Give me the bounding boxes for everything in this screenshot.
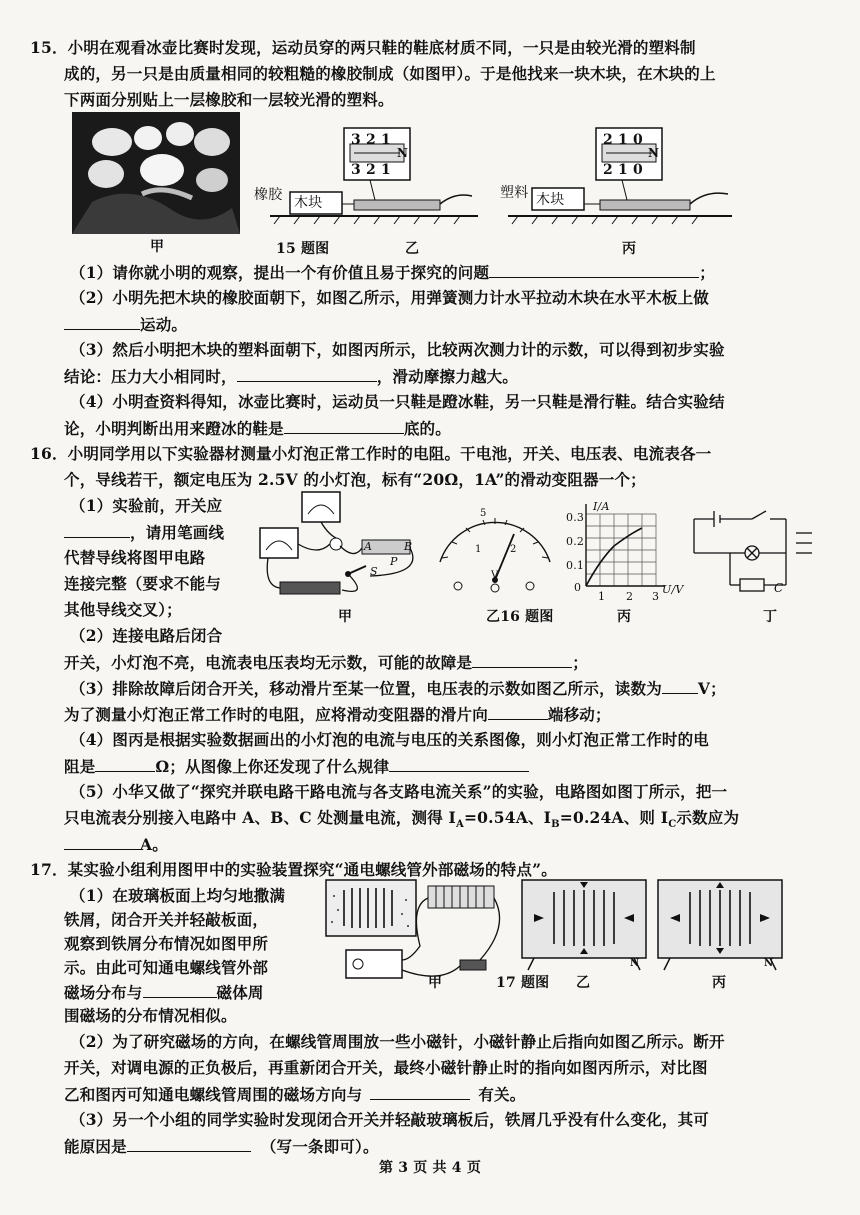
q16-part2-line2: 开关，小灯泡不亮，电流表电压表均无示数，可能的故障是 ； xyxy=(64,653,588,672)
q16-graph-ytick-01: 0.1 xyxy=(566,559,585,572)
q16-part2-line1: （2）连接电路后闭合 xyxy=(70,626,223,645)
q16-stem-line2: 个，导线若干，额定电压为 2.5V 的小灯泡，标有“20Ω，1A”的滑动变阻器一个； xyxy=(64,470,646,489)
q17-stem-line1: 17．某实验小组利用图甲中的实验装置探究“通电螺线管外部磁场的特点”。 xyxy=(30,860,557,879)
q16-part5-line1: （5）小华又做了“探究并联电路干路电流与各支路电流关系”的实验，电路图如图丁所示，把一 xyxy=(70,782,728,801)
q16-figure-yi-caption: 乙16 题图 xyxy=(486,609,554,625)
q16-part1-line1: （1）实验前，开关应 xyxy=(70,496,223,515)
q15-part3-line1: （3）然后小明把木块的塑料面朝下，如图丙所示，比较两次测力计的示数，可以得到初步实验 xyxy=(70,340,725,359)
q16-part4-line2: 阻是 Ω；从图像上你还发现了什么规律 xyxy=(64,756,529,777)
q15-blank-1[interactable] xyxy=(489,262,699,278)
q17-figure-yi-pole-n: N xyxy=(630,958,640,969)
q16-label-c: C xyxy=(774,581,784,595)
q16-meter-mark-2: 2 xyxy=(510,544,517,555)
q17-part1-line2: 铁屑，闭合开关并轻敲板面， xyxy=(64,910,269,929)
q15-gauge-yi-top: 3 2 1 xyxy=(351,132,391,148)
q16-figure-ding-caption: 丁 xyxy=(763,609,778,625)
q15-label-block-bing: 木块 xyxy=(536,192,565,208)
q15-gauge-bing-top: 2 1 0 xyxy=(603,132,643,148)
q17-blank-1[interactable] xyxy=(143,982,217,998)
q15-part1: （1）请你就小明的观察，提出一个有价值且易于探究的问题 ； xyxy=(70,263,715,282)
q16-figure-bing-caption: 丙 xyxy=(617,609,632,625)
q15-figure-number: 15 题图 xyxy=(276,241,330,257)
q17-figure-number: 17 题图 xyxy=(496,975,550,991)
q17-part2-line2: 开关，对调电源的正负极后，再重新闭合开关，最终小磁针静止时的指向如图丙所示，对比图 xyxy=(64,1058,708,1077)
q17-blank-3[interactable] xyxy=(127,1136,251,1152)
q17-part2-line3: 乙和图丙可知通电螺线管周围的磁场方向与 有关。 xyxy=(64,1085,526,1104)
q15-part3-line2: 结论：压力大小相同时， ，滑动摩擦力越大。 xyxy=(64,367,519,386)
q17-figure-bing-caption: 丙 xyxy=(712,975,727,991)
q16-part5-line2: 只电流表分别接入电路中 A、B、C 处测量电流，测得 $I_A=0.54A$、$I_B=0.24A$、则 $I_C$示数应为 xyxy=(64,808,740,831)
q15-stem-line1: 15．小明在观看冰壶比赛时发现，运动员穿的两只鞋的鞋底材质不同，一只是由较光滑的塑料制 xyxy=(30,38,696,57)
q16-blank-4[interactable] xyxy=(488,704,548,720)
q16-graph-ytick-03: 0.3 xyxy=(566,511,585,524)
q15-gauge-bing-unit: N xyxy=(648,146,660,160)
q15-figure-bing-caption: 丙 xyxy=(622,241,637,257)
q17-part1-line3: 观察到铁屑分布情况如图甲所 xyxy=(64,934,269,953)
q15-figure-yi-caption: 乙 xyxy=(405,241,420,257)
q15-figure-jia-caption: 甲 xyxy=(150,239,165,255)
q16-blank-5[interactable] xyxy=(95,756,155,772)
q17-figure-jia-caption: 甲 xyxy=(428,975,443,991)
q15-blank-3[interactable] xyxy=(237,366,377,382)
q16-graph-ylabel: I/A xyxy=(593,500,610,513)
q17-figure-bing-pole-n: N xyxy=(764,958,774,969)
q15-label-plastic: 塑料 xyxy=(500,185,529,201)
q16-label-b: B xyxy=(404,540,413,553)
q16-part4-line1: （4）图丙是根据实验数据画出的小灯泡的电流与电压的关系图像，则小灯泡正常工作时的电 xyxy=(70,730,709,749)
q15-part4-line1: （4）小明查资料得知，冰壶比赛时，运动员一只鞋是蹬冰鞋，另一只鞋是滑行鞋。结合实验结 xyxy=(70,392,725,411)
q16-label-a: A xyxy=(364,540,373,553)
q16-graph-xtick-2: 2 xyxy=(626,590,634,603)
q16-part3-line1: （3）排除故障后闭合开关，移动滑片至某一位置，电压表的示数如图乙所示，读数为 V； xyxy=(70,679,726,698)
q15-figure-jia-photo xyxy=(72,112,240,234)
q16-graph-xlabel: U/V xyxy=(662,583,684,596)
q16-figure-ding-circuit xyxy=(690,505,830,605)
q16-blank-6[interactable] xyxy=(389,756,529,772)
q15-gauge-yi-bottom: 3 2 1 xyxy=(351,162,391,178)
q16-figure-jia-caption: 甲 xyxy=(338,609,353,625)
q16-part5-line3: A。 xyxy=(64,834,168,855)
q17-figure-yi-compasses xyxy=(520,878,648,970)
q15-gauge-yi-unit: N xyxy=(397,146,409,160)
q15-gauge-bing-bottom: 2 1 0 xyxy=(603,162,643,178)
q17-figure-jia-apparatus xyxy=(320,876,510,986)
q17-part1-line5: 磁场分布与 磁体周 xyxy=(64,983,264,1002)
q17-blank-2[interactable] xyxy=(370,1084,470,1100)
q16-part3-line2: 为了测量小灯泡正常工作时的电阻，应将滑动变阻器的滑片向 端移动； xyxy=(64,705,611,724)
q15-label-block-yi: 木块 xyxy=(294,195,323,211)
q16-figure-jia-circuit xyxy=(258,486,428,604)
q16-stem-line1: 16．小明同学用以下实验器材测量小灯泡正常工作时的电阻。干电池，开关、电压表、电流表各一 xyxy=(30,444,712,463)
q15-part4-line2: 论，小明判断出用来蹬冰的鞋是 底的。 xyxy=(64,419,451,438)
q16-part1-line2: ，请用笔画线 xyxy=(64,522,224,543)
q15-blank-2[interactable] xyxy=(64,314,140,330)
q17-part3-line1: （3）另一个小组的同学实验时发现闭合开关并轻敲玻璃板后，铁屑几乎没有什么变化，其可 xyxy=(70,1110,709,1129)
q16-label-p: P xyxy=(390,555,398,568)
q15-label-rubber: 橡胶 xyxy=(254,187,283,203)
q16-part1-line3: 代替导线将图甲电路 xyxy=(64,548,206,567)
q15-blank-4[interactable] xyxy=(284,418,404,434)
q16-part1-line4: 连接完整（要求不能与 xyxy=(64,574,222,593)
q16-blank-1[interactable] xyxy=(64,522,130,538)
q16-part1-line5: 其他导线交叉）； xyxy=(64,600,182,619)
q16-blank-7[interactable] xyxy=(64,834,140,850)
q15-part2-line1: （2）小明先把木块的橡胶面朝下，如图乙所示，用弹簧测力计水平拉动木块在水平木板上做 xyxy=(70,288,709,307)
q17-figure-yi-caption: 乙 xyxy=(576,975,591,991)
q16-blank-2[interactable] xyxy=(472,652,572,668)
q16-blank-3[interactable] xyxy=(662,678,698,694)
q16-graph-ytick-02: 0.2 xyxy=(566,535,585,548)
q15-stem-line3: 下两面分别贴上一层橡胶和一层较光滑的塑料。 xyxy=(64,90,394,109)
q17-part2-line1: （2）为了研究磁场的方向，在螺线管周围放一些小磁针，小磁针静止后指向如图乙所示。断开 xyxy=(70,1032,725,1051)
q17-part1-line4: 示。由此可知通电螺线管外部 xyxy=(64,958,269,977)
q15-part2-line2: 运动。 xyxy=(64,314,187,335)
q15-stem-line2: 成的，另一只是由质量相同的较粗糙的橡胶制成（如图甲）。于是他找来一块木块，在木块的上 xyxy=(64,64,716,83)
q17-part1-line1: （1）在玻璃板面上均匀地撒满 xyxy=(70,886,286,905)
q16-meter-mark-5: 5 xyxy=(480,508,487,519)
q17-part1-line6: 围磁场的分布情况相似。 xyxy=(64,1006,237,1025)
page-footer: 第 3 页 共 4 页 xyxy=(378,1160,482,1176)
q16-meter-unit: V xyxy=(491,570,499,581)
q17-part3-line2: 能原因是 （写一条即可）。 xyxy=(64,1137,379,1156)
q16-graph-xtick-3: 3 xyxy=(652,590,660,603)
q16-meter-mark-1: 1 xyxy=(475,544,482,555)
q16-graph-ytick-0: 0 xyxy=(574,581,582,594)
q16-graph-xtick-1: 1 xyxy=(598,590,606,603)
q16-label-s: S xyxy=(370,565,378,578)
